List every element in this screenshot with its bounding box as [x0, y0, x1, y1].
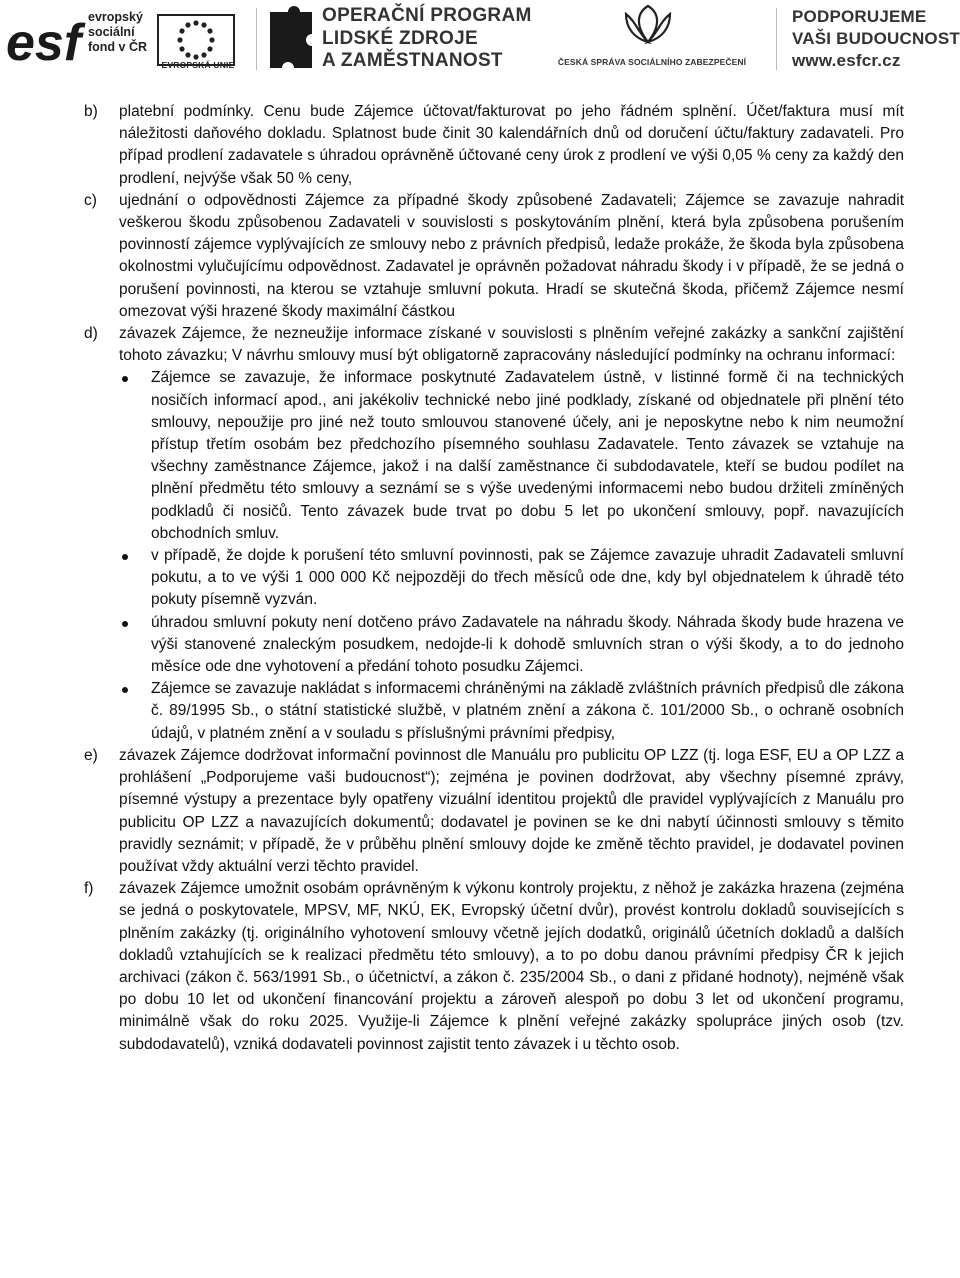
slogan-line: PODPORUJEME	[792, 7, 927, 26]
cssz-logo-icon	[618, 2, 678, 48]
bullet-item: Zájemce se zavazuje nakládat s informacemi chráněnými na základě zvláštních právních předpisů dle zákona č. 89/1995 Sb., o státní statistické službě, v platném znění a zákona č. 101/2000 Sb., o ochraně osobních údajů, v platném znění a v souladu s příslušnými právními předpisy,	[84, 678, 904, 745]
item-text: ujednání o odpovědnosti Zájemce za případné škody způsobené Zadavateli; Zájemce se zavazuje nahradit veškerou škodu způsobenou Zadavateli v souvislosti s poskytováním plnění, která byla způsobena porušením povinností zájemce vyplývajících ze smlouvy nebo z právních předpisů, ledaže prokáže, že škoda byla způsobena okolnostmi vylučujícímu odpovědnost. Zadavatel je oprávněn požadovat náhradu škody i v případě, že se jedná o porušení povinnosti, na kterou se vztahuje smluvní pokuta. Hradí se skutečná škoda, přičemž Zájemce nesmí omezovat výši hrazené škody maximální částkou	[119, 191, 904, 320]
list-item-d	[84, 323, 904, 367]
list-item-b	[84, 101, 904, 190]
esf-logo-text: esf	[6, 14, 82, 72]
list-item-e	[84, 745, 904, 878]
item-marker: c)	[84, 191, 97, 209]
esf-line: sociální	[88, 25, 135, 39]
bullet-list	[84, 367, 904, 744]
item-text: závazek Zájemce umožnit osobám oprávněným k výkonu kontroly projektu, z něhož je zakázka hrazena (zejména se jedná o poskytovatele, MPSV, MF, NKÚ, EK, Evropský účetní dvůr), provést kontrolu dokladů souvisejících s plněním zakázky (tj. originálního vyhotovení smlouvy včetně jejích dodatků, originálů účetních dokladů a dalších dokladů vztahujících se k realizaci předmětu této smlouvy), a to po dobu danou právními předpisy ČR k jejich archivaci (zákon č. 563/1991 Sb., o účetnictví, a zákon č. 235/2004 Sb., o dani z přidané hodnoty), nejméně však po dobu 10 let od ukončení financování projektu a zároveň alespoň po dobu 3 let od ukončení programu, minimálně však do roku 2025. Využije-li Zájemce k plnění veřejné zakázky spolupráce jiných osob (tzv. subdodavatelů), vzniká dodavateli povinnost zajistit tento závazek i u těchto osob.	[119, 880, 904, 1053]
esf-line: evropský	[88, 10, 143, 24]
esf-text	[88, 10, 147, 55]
item-text: závazek Zájemce dodržovat informační povinnost dle Manuálu pro publicitu OP LZZ (tj. loga ESF, EU a OP LZZ a prohlášení „Podporujeme vaši budoucnost“); zejména je povinen dodržovat, aby všechny písemné zprávy, písemné výstupy a prezentace byly opatřeny vizuální identitou projektů dle pravidel vyplývajících z Manuálu pro publicitu OP LZZ a navazujících dokumentů; dodavatel je povinen se ke dni nabytí účinnosti smlouvy s těmito pravidly seznámit; v případě, že v průběhu plnění smlouvy dojde ke změně těchto pravidel, je dodavatel povinen používat vždy aktuální verzi těchto pravidel.	[119, 746, 904, 875]
item-marker: f)	[84, 880, 94, 898]
item-text: platební podmínky. Cenu bude Zájemce účtovat/fakturovat po jeho řádném splnění. Účet/faktura musí mít náležitosti daňového dokladu. Splatnost bude činit 30 kalendářních dnů od doručení účtu/faktury zadavateli. Pro případ prodlení zadavatele s úhradou oprávněně účtované ceny úrok z prodlení ve výši 0,05 % ceny za každý den prodlení, nejvýše však 50 % ceny,	[119, 103, 904, 187]
op-line: OPERAČNÍ PROGRAM	[322, 5, 532, 26]
item-text: závazek Zájemce, že nezneužije informace získané v souvislosti s plněním veřejné zakázky a sankční zajištění tohoto závazku; V návrhu smlouvy musí být obligatorně zapracovány následující podmínky na ochranu informací:	[119, 325, 904, 365]
bullet-item: v případě, že dojde k porušení této smluvní povinnosti, pak se Zájemce zavazuje uhradit Zadavateli smluvní pokutu, a to ve výši 1 000 000 Kč nejpozději do třech měsíců ode dne, kdy byl objednatelem k úhradě této pokuty písemně vyzván.	[84, 545, 904, 612]
header-logos	[0, 0, 960, 80]
item-marker: d)	[84, 325, 98, 343]
podporujeme-slogan	[792, 6, 960, 72]
bullet-item: úhradou smluvní pokuty není dotčeno právo Zadavatele na náhradu škody. Náhrada škody bude hrazena ve výši stanovené znaleckým posudkem, nedojde-li k dohodě smluvních stran o výši škody, a to do jednoho měsíce ode dne vyhotovení a předání tohoto posudku Zájemci.	[84, 612, 904, 679]
document-body	[84, 101, 904, 1056]
esf-line: fond v ČR	[88, 40, 148, 54]
op-line: LIDSKÉ ZDROJE	[322, 27, 478, 49]
bullet-item: Zájemce se zavazuje, že informace poskytnuté Zadavatelem ústně, v listinné formě či na technických nosičích informací apod., ani jakékoliv technické nebo jiné podklady, získané od objednatele při plnění této smlouvy, nepoužije pro jiné než touto smlouvou stanovené účely, ani je neposkytne nebo k nim neumožní přístup třetím osobám bez předchozího písemného souhlasu Zadavatele. Tento závazek se vztahuje na všechny zaměstnance Zájemce, jakož i na další zaměstnance či subdodavatele, kteří se budou podílet na plnění předmětu této smlouvy a seznámí se s výše uvedenými informacemi nebo budou držiteli zmíněných podkladů či nosičů. Tento závazek bude trvat po dobu 5 let po ukončení smlouvy, popř. navazujících obchodních smluv.	[84, 367, 904, 545]
header-divider	[256, 8, 257, 70]
header-divider	[776, 8, 777, 70]
list-item-c	[84, 190, 904, 323]
op-line: A ZAMĚSTNANOST	[322, 50, 503, 71]
cssz-label: ČESKÁ SPRÁVA SOCIÁLNÍHO ZABEZPEČENÍ	[557, 57, 747, 67]
op-puzzle-icon	[266, 6, 316, 72]
item-marker: e)	[84, 746, 98, 764]
slogan-line: VAŠI BUDOUCNOST	[792, 29, 960, 48]
list-item-f	[84, 878, 904, 1056]
op-program-name	[322, 5, 532, 73]
item-marker: b)	[84, 103, 98, 120]
website-url: www.esfcr.cz	[792, 51, 901, 70]
esf-logo-icon	[6, 6, 90, 72]
eu-label: EVROPSKÁ UNIE	[161, 60, 235, 70]
